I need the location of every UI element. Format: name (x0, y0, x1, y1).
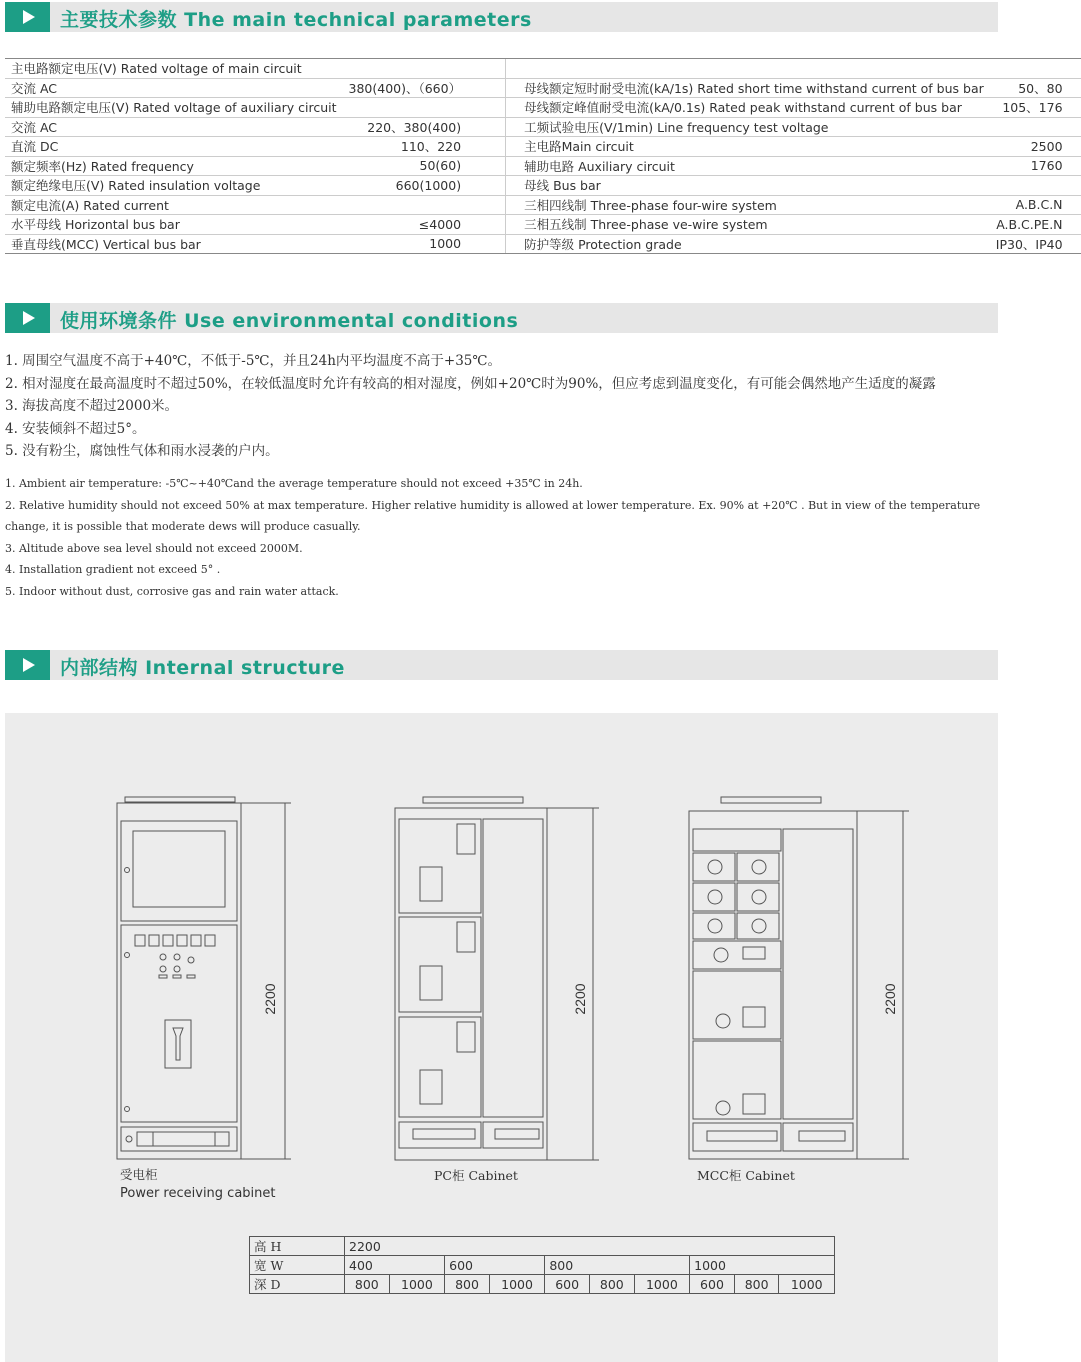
dim-label-depth: 深 D (250, 1275, 345, 1294)
env-en-item: 3. Altitude above sea level should not exceed 2000M. (5, 541, 303, 555)
cabinet-caption-cn: 受电柜 (120, 1167, 158, 1182)
param-row (5, 59, 1081, 79)
section-title: 使用环境条件 Use environmental conditions (60, 310, 519, 332)
env-cn-item: 4. 安装倾斜不超过5°。 (5, 420, 146, 437)
dim-value-height: 2200 (345, 1237, 835, 1256)
pc-cabinet-caption: PC柜 Cabinet (434, 1168, 518, 1183)
dim-value-depth: 1000 (489, 1275, 544, 1294)
dim-value-width: 400 (345, 1256, 445, 1275)
param-value: 380(400)、（660） (343, 78, 506, 98)
env-en-item: 4. Installation gradient not exceed 5° . (5, 563, 221, 576)
param-value-right (990, 176, 1081, 196)
param-row (5, 117, 1081, 137)
param-value-right: A.B.C.PE.N (990, 215, 1081, 235)
param-value: 110、220 (343, 137, 506, 157)
param-value-right (990, 117, 1081, 137)
param-row (5, 234, 1081, 254)
param-label-right: 主电路Main circuit (506, 137, 990, 157)
param-value: 50(60) (343, 156, 506, 176)
param-label-right: 三相五线制 Three-phase ve-wire system (506, 215, 990, 235)
mcc-cabinet-caption: MCC柜 Cabinet (697, 1168, 795, 1183)
section-header-environment (5, 303, 998, 333)
param-label-right: 工频试验电压(V/1min) Line frequency test voltage (506, 117, 990, 137)
param-row (5, 98, 1081, 118)
play-arrow-icon (5, 2, 50, 32)
env-cn-item: 1. 周围空气温度不高于+40℃，不低于-5℃，并且24h内平均温度不高于+35℃。 (5, 353, 501, 369)
param-value: 660(1000) (343, 176, 506, 196)
dim-value-depth: 800 (589, 1275, 634, 1294)
mcc-cabinet-drawing (689, 797, 909, 1159)
param-row (5, 137, 1081, 157)
param-value: 1000 (343, 234, 506, 254)
section-header-structure (5, 650, 998, 680)
param-row (5, 176, 1081, 196)
env-cn-item: 3. 海拔高度不超过2000米。 (5, 398, 179, 414)
param-label-right: 辅助电路 Auxiliary circuit (506, 156, 990, 176)
env-cn-item: 5. 没有粉尘，腐蚀性气体和雨水浸袭的户内。 (5, 443, 279, 459)
cabinet-caption-en: Power receiving cabinet (120, 1186, 276, 1201)
param-row (5, 156, 1081, 176)
dim-value-width: 800 (545, 1256, 690, 1275)
dim-value-depth: 1000 (779, 1275, 835, 1294)
dimension-label-cab2: 2200 (572, 983, 588, 1015)
param-label-right: 母线额定峰值耐受电流(kA/0.1s) Rated peak withstand current of bus bar (506, 98, 990, 118)
environment-conditions-cn (5, 350, 936, 463)
param-label-right (506, 59, 990, 79)
param-label: 直流 DC (5, 137, 343, 157)
dim-value-width: 1000 (690, 1256, 835, 1275)
dim-label-height: 高 H (250, 1237, 345, 1256)
param-value-right: 105、176 (990, 98, 1081, 118)
dim-value-depth: 800 (345, 1275, 390, 1294)
power-receiving-cabinet-drawing (117, 797, 291, 1159)
env-en-item: 1. Ambient air temperature: -5℃~+40℃and the average temperature should not exceed +35℃ in 24h. (5, 477, 583, 490)
param-row (5, 215, 1081, 235)
dimensions-table (249, 1236, 835, 1294)
env-cn-item: 2. 相对湿度在最高温度时不超过50%，在较低温度时允许有较高的相对湿度，例如+20℃时为90%，但应考虑到温度变化，有可能会偶然地产生适度的凝露 (5, 375, 936, 392)
technical-parameters-table (5, 58, 1081, 254)
dim-value-depth: 600 (545, 1275, 590, 1294)
param-label-right: 防护等级 Protection grade (506, 234, 990, 254)
dim-value-depth: 1000 (389, 1275, 444, 1294)
param-label: 主电路额定电压(V) Rated voltage of main circuit (5, 59, 343, 79)
dim-value-depth: 600 (690, 1275, 735, 1294)
dim-label-width: 宽 W (250, 1256, 345, 1275)
param-label-right: 母线额定短时耐受电流(kA/1s) Rated short time withstand current of bus bar (506, 78, 990, 98)
param-label: 额定频率(Hz) Rated frequency (5, 156, 343, 176)
param-value: ≤4000 (343, 215, 506, 235)
param-value-right: IP30、IP40 (990, 234, 1081, 254)
section-title: 内部结构 Internal structure (60, 657, 345, 679)
param-label: 交流 AC (5, 78, 343, 98)
param-value-right: 1760 (990, 156, 1081, 176)
play-arrow-icon (5, 303, 50, 333)
param-label: 交流 AC (5, 117, 343, 137)
section-title: 主要技术参数 The main technical parameters (60, 9, 532, 31)
param-label-right: 三相四线制 Three-phase four-wire system (506, 195, 990, 215)
pc-cabinet-drawing (395, 797, 599, 1160)
param-value-right: 2500 (990, 137, 1081, 157)
param-value (343, 59, 506, 79)
param-value-right (990, 59, 1081, 79)
param-label: 额定电流(A) Rated current (5, 195, 343, 215)
param-label: 额定绝缘电压(V) Rated insulation voltage (5, 176, 343, 196)
param-value (343, 195, 506, 215)
dimension-label-cab1: 2200 (262, 983, 278, 1015)
environment-conditions-en (5, 473, 1000, 602)
param-label: 辅助电路额定电压(V) Rated voltage of auxiliary circuit (5, 98, 343, 118)
param-row (5, 78, 1081, 98)
dim-value-depth: 800 (445, 1275, 490, 1294)
param-value-right: 50、80 (990, 78, 1081, 98)
dim-value-depth: 800 (734, 1275, 779, 1294)
param-value: 220、380(400) (343, 117, 506, 137)
dim-value-depth: 1000 (634, 1275, 689, 1294)
env-en-item: 5. Indoor without dust, corrosive gas and rain water attack. (5, 584, 339, 598)
param-value (343, 98, 506, 118)
env-en-item: 2. Relative humidity should not exceed 50% at max temperature. Higher relative humidity is allowed at lower temperature. Ex. 90% at +20℃ . But in view of the temperature change, it is possible that moderate dews will produce casually. (5, 498, 981, 533)
param-row (5, 195, 1081, 215)
param-label-right: 母线 Bus bar (506, 176, 990, 196)
section-header-parameters (5, 2, 998, 32)
param-value-right: A.B.C.N (990, 195, 1081, 215)
param-label: 垂直母线(MCC) Vertical bus bar (5, 234, 343, 254)
play-arrow-icon (5, 650, 50, 680)
param-label: 水平母线 Horizontal bus bar (5, 215, 343, 235)
dim-value-width: 600 (445, 1256, 545, 1275)
dimension-label-cab3: 2200 (882, 983, 898, 1015)
